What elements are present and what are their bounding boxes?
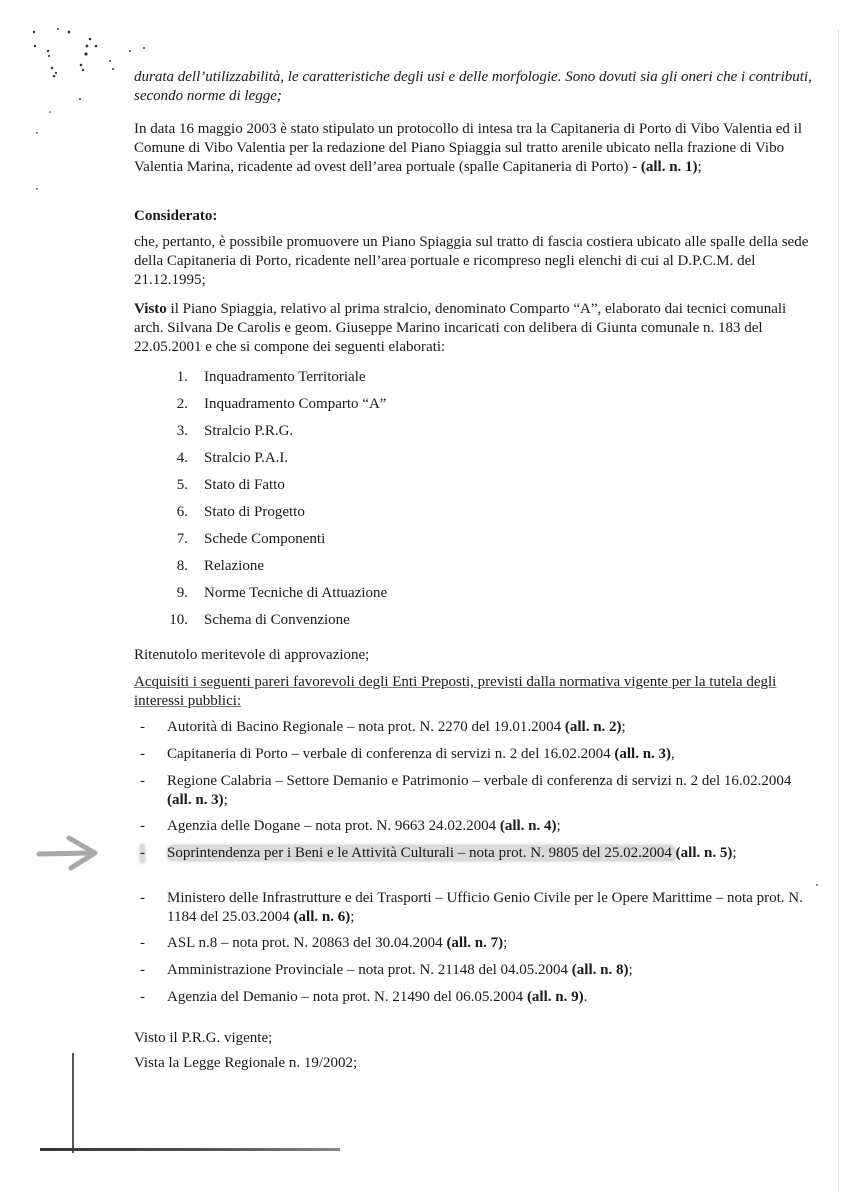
- punctuation: ;: [556, 818, 561, 834]
- scan-dot: [816, 884, 818, 886]
- parere-text-block: [167, 934, 807, 953]
- elaborato-number: 1.: [176, 369, 188, 385]
- list-dash: -: [140, 719, 145, 735]
- punctuation: .: [583, 989, 588, 1005]
- parere-text-block: [167, 889, 807, 927]
- list-dash: -: [140, 746, 145, 762]
- attachment-ref: (all. n. 8): [571, 962, 629, 978]
- prg-paragraph: Visto il P.R.G. vigente;: [134, 1030, 273, 1046]
- elaborato-item: [134, 422, 734, 442]
- hand-drawn-arrow-icon: [35, 832, 105, 874]
- list-dash: -: [140, 962, 145, 978]
- list-dash: -: [140, 935, 145, 951]
- attachment-ref: (all. n. 9): [526, 989, 584, 1005]
- parere-text: Capitaneria di Porto – verbale di conferenza di servizi n. 2 del 16.02.2004: [167, 746, 615, 762]
- elaborato-number: 2.: [176, 396, 188, 412]
- elaborato-item: [134, 530, 734, 550]
- elaborato-item: [134, 476, 734, 496]
- considerato-heading: Considerato:: [134, 208, 218, 224]
- elaborato-label: Stato di Progetto: [204, 504, 305, 520]
- acquisiti-text: Acquisiti i seguenti pareri favorevoli degli Enti Preposti, previsti dalla normativa vigente per la tutela degli interessi pubblici:: [134, 674, 777, 709]
- margin-mark: [72, 1053, 74, 1153]
- elaborato-label: Schema di Convenzione: [204, 612, 350, 628]
- elaborato-number: 4.: [176, 450, 188, 466]
- parere-text: Amministrazione Provinciale – nota prot. N. 21148 del 04.05.2004: [167, 962, 572, 978]
- punctuation: ;: [732, 845, 737, 861]
- attachment-ref: (all. n. 1): [640, 159, 698, 175]
- elaborato-label: Inquadramento Territoriale: [204, 369, 366, 385]
- list-dash: -: [140, 989, 145, 1005]
- parere-text: Agenzia del Demanio – nota prot. N. 21490 del 06.05.2004: [167, 989, 527, 1005]
- scan-edge-dots: [838, 30, 839, 1190]
- elaborato-number: 5.: [176, 477, 188, 493]
- elaborato-label: Stralcio P.A.I.: [204, 450, 289, 466]
- elaborato-label: Inquadramento Comparto “A”: [204, 396, 387, 412]
- parere-text: Ministero delle Infrastrutture e dei Trasporti – Ufficio Genio Civile per le Opere Marittime – nota prot. N. 1184 del 25.03.2004: [167, 890, 803, 925]
- elaborato-number: 10.: [169, 612, 188, 628]
- parere-text-block: [167, 718, 807, 737]
- scan-dot: [36, 188, 38, 190]
- attachment-ref: (all. n. 6): [293, 909, 351, 925]
- parere-text-block: [167, 745, 807, 764]
- parere-text: ASL n.8 – nota prot. N. 20863 del 30.04.2004: [167, 935, 447, 951]
- bottom-rule: [40, 1148, 340, 1151]
- attachment-ref: (all. n. 4): [499, 818, 557, 834]
- parere-text: Regione Calabria – Settore Demanio e Patrimonio – verbale di conferenza di servizi n. 2 del 16.02.2004: [167, 773, 792, 789]
- ritenuto-paragraph: Ritenutolo meritevole di approvazione;: [134, 647, 370, 663]
- punctuation: ;: [621, 719, 626, 735]
- punctuation: ;: [628, 962, 633, 978]
- elaborato-label: Norme Tecniche di Attuazione: [204, 585, 388, 601]
- attachment-ref: (all. n. 2): [564, 719, 622, 735]
- parere-text-block: [167, 844, 807, 863]
- elaborato-label: Stralcio P.R.G.: [204, 423, 294, 439]
- punctuation: ;: [223, 792, 228, 808]
- elaborato-number: 7.: [176, 531, 188, 547]
- attachment-ref: (all. n. 3): [614, 746, 672, 762]
- legge-paragraph: Vista la Legge Regionale n. 19/2002;: [134, 1055, 358, 1071]
- elaborato-number: 8.: [176, 558, 188, 574]
- visto-text: il Piano Spiaggia, relativo al prima stralcio, denominato Comparto “A”, elaborato dai tecnici comunali arch. Silvana De Carolis e geom. Giuseppe Marino incaricati con delibera di Giunta comunale n. 183 del 22.05.2001 e che si compone dei seguenti elaborati:: [134, 301, 787, 355]
- elaborato-label: Stato di Fatto: [204, 477, 285, 493]
- list-dash: -: [140, 773, 145, 789]
- elaborato-number: 9.: [176, 585, 188, 601]
- elaborato-item: [134, 503, 734, 523]
- intro-paragraph: durata dell’utilizzabilità, le caratteristiche degli usi e delle morfologie. Sono dovuti sia gli oneri che i contributi, secondo norme di legge;: [134, 69, 812, 104]
- punctuation: ,: [671, 746, 675, 762]
- parere-text-block: [167, 988, 807, 1007]
- punctuation: ;: [350, 909, 355, 925]
- list-dash: -: [140, 890, 145, 906]
- elaborato-label: Relazione: [204, 558, 264, 574]
- elaborato-number: 6.: [176, 504, 188, 520]
- punctuation: ;: [503, 935, 508, 951]
- elaborato-item: [134, 557, 734, 577]
- parere-text: Autorità di Bacino Regionale – nota prot. N. 2270 del 19.01.2004: [167, 719, 565, 735]
- elaborato-item: [134, 368, 734, 388]
- visto-paragraph: [134, 300, 814, 357]
- acquisiti-paragraph: [134, 673, 814, 711]
- parere-text: Soprintendenza per i Beni e le Attività Culturali – nota prot. N. 9805 del 25.02.2004: [167, 845, 676, 861]
- protocol-text: In data 16 maggio 2003 è stato stipulato un protocollo di intesa tra la Capitaneria di Porto di Vibo Valentia ed il Comune di Vibo Valentia per la redazione del Piano Spiaggia sul tratto arenile ubicato nella frazione di Vibo Valentia Marina, ricadente ad ovest dell’area portuale (spalle Capitaneria di Porto) -: [134, 121, 802, 175]
- elaborato-label: Schede Componenti: [204, 531, 326, 547]
- protocol-paragraph: [134, 120, 814, 177]
- elaborato-number: 3.: [176, 423, 188, 439]
- parere-text-block: [167, 961, 807, 980]
- elaborato-item: [134, 611, 734, 631]
- elaborato-item: [134, 449, 734, 469]
- parere-text-block: [167, 772, 807, 810]
- list-dash: -: [140, 845, 145, 861]
- considerato-paragraph: che, pertanto, è possibile promuovere un Piano Spiaggia sul tratto di fascia costiera ubicato alle spalle della sede della Capitaneria di Porto, ricadente nell’area portuale e ricompreso negli elenchi di cui al D.P.C.M. del 21.12.1995;: [134, 234, 809, 288]
- parere-text-block: [167, 817, 807, 836]
- elaborato-item: [134, 584, 734, 604]
- attachment-ref: (all. n. 3): [167, 792, 224, 808]
- parere-text: Agenzia delle Dogane – nota prot. N. 9663 24.02.2004: [167, 818, 500, 834]
- attachment-ref: (all. n. 7): [446, 935, 504, 951]
- visto-lead: Visto: [134, 301, 167, 317]
- elaborato-item: [134, 395, 734, 415]
- list-dash: -: [140, 818, 145, 834]
- scan-dot: [36, 132, 38, 134]
- attachment-ref: (all. n. 5): [675, 845, 733, 861]
- punctuation: ;: [697, 159, 702, 175]
